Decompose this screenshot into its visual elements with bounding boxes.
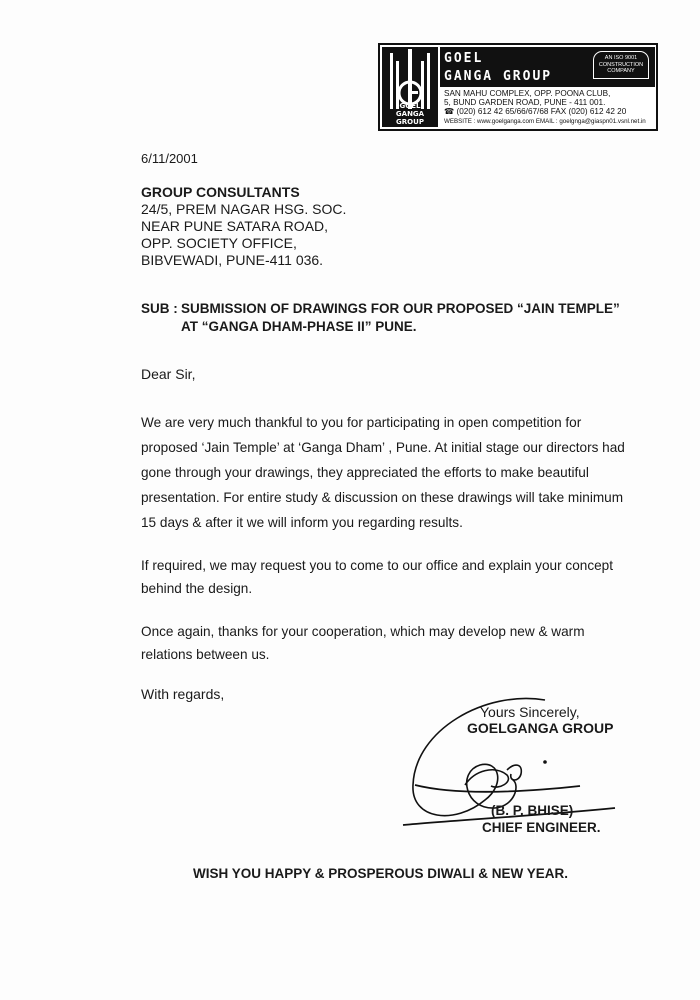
logo-lettering [382, 102, 438, 126]
recipient-address-line-2: NEAR PUNE SATARA ROAD, [141, 218, 328, 234]
phone-icon: ☎ [444, 107, 455, 116]
paragraph-3-line-1: Once again, thanks for your cooperation, which may develop new & warm [141, 624, 585, 639]
subject-prefix: SUB : [141, 301, 178, 316]
paragraph-1-line-2: proposed ‘Jain Temple’ at ‘Ganga Dham’ , Pune. At initial stage our directors had [141, 440, 625, 455]
brand-band [440, 47, 655, 87]
letterhead [378, 43, 658, 131]
recipient-name: GROUP CONSULTANTS [141, 184, 300, 200]
salutation: Dear Sir, [141, 366, 196, 382]
iso-badge [593, 51, 649, 79]
recipient-address-line-3: OPP. SOCIETY OFFICE, [141, 235, 297, 251]
company-name-line-2: GANGA GROUP [444, 69, 553, 84]
recipient-address-line-1: 24/5, PREM NAGAR HSG. SOC. [141, 201, 347, 217]
logo-word-2: GANGA [395, 110, 425, 118]
company-name-line-1: GOEL [444, 51, 484, 66]
iso-badge-line-3: COMPANY [607, 68, 635, 74]
recipient-address-line-4: BIBVEWADI, PUNE-411 036. [141, 252, 324, 268]
signature-company: GOELGANGA GROUP [467, 720, 614, 736]
phone-fax-text: (020) 612 42 65/66/67/68 FAX (020) 612 42 20 [456, 107, 627, 116]
letterhead-phone-line [444, 107, 626, 116]
subject-line-2: AT “GANGA DHAM-PHASE II” PUNE. [181, 319, 417, 334]
festive-greeting: WISH YOU HAPPY & PROSPEROUS DIWALI & NEW YEAR. [193, 866, 569, 881]
logo-word-3: GROUP [396, 118, 424, 126]
signature-valediction: Yours Sincerely, [480, 704, 580, 720]
paragraph-3-line-2: relations between us. [141, 647, 270, 662]
letterhead-address-line-2: 5, BUND GARDEN ROAD, PUNE - 411 001. [444, 98, 606, 107]
paragraph-2-line-2: behind the design. [141, 581, 253, 596]
letter-date: 6/11/2001 [141, 151, 198, 166]
letterhead-web-line: WEBSITE : www.goelganga.com EMAIL : goelgnga@giaspn01.vsnl.net.in [444, 118, 646, 125]
subject-line-1: SUBMISSION OF DRAWINGS FOR OUR PROPOSED “JAIN TEMPLE” [181, 301, 620, 316]
paragraph-1-line-5: 15 days & after it we will inform you regarding results. [141, 515, 463, 530]
logo-word-1: GOEL [399, 102, 421, 110]
iso-badge-line-2: CONSTRUCTION [598, 61, 644, 68]
company-logo [382, 47, 438, 127]
paragraph-2-line-1: If required, we may request you to come to our office and explain your concept [141, 558, 614, 573]
paragraph-1-line-1: We are very much thankful to you for participating in open competition for [141, 415, 582, 430]
closing: With regards, [141, 686, 225, 702]
iso-badge-line-1: AN ISO 9001 [604, 55, 638, 61]
paragraph-1-line-4: presentation. For entire study & discussion on these drawings will take minimum [141, 490, 624, 505]
letterhead-address-line-1: SAN MAHU COMPLEX, OPP. POONA CLUB, [444, 89, 611, 98]
paragraph-1-line-3: gone through your drawings, they appreciated the efforts to make beautiful [141, 465, 589, 480]
signatory-name: (B. P. BHISE) [491, 803, 574, 818]
signatory-title: CHIEF ENGINEER. [482, 820, 601, 835]
